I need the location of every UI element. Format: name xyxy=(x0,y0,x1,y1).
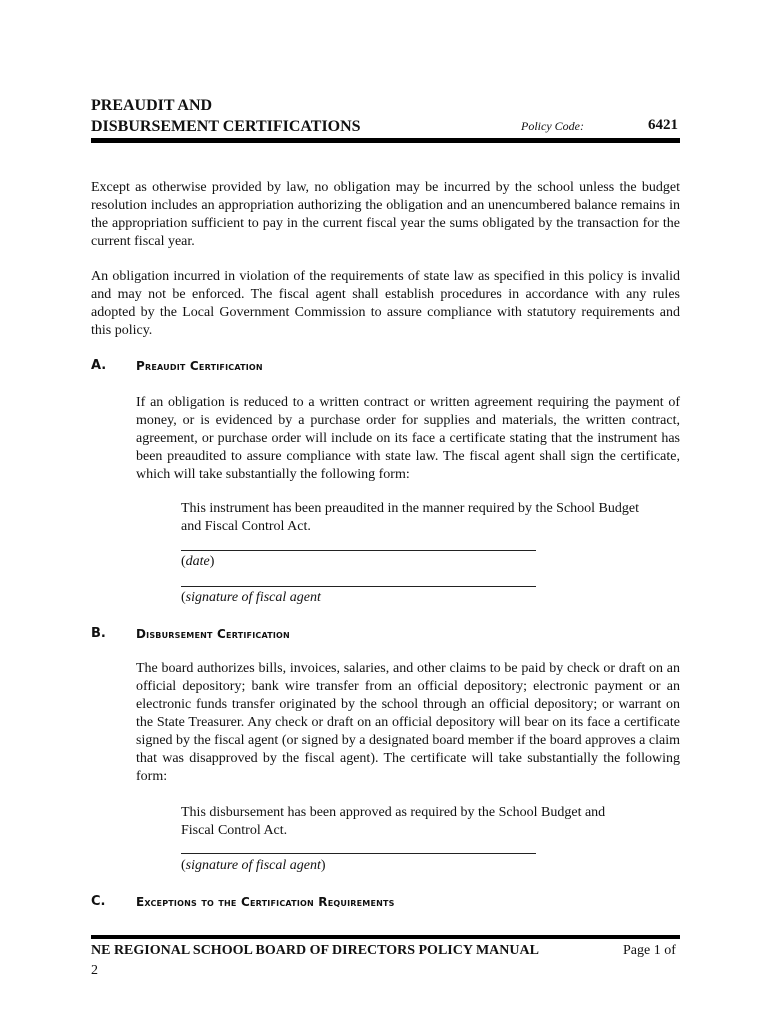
section-a-letter: A. xyxy=(91,358,107,373)
title-line-2: DISBURSEMENT CERTIFICATIONS xyxy=(91,118,361,135)
signature-label-b-close: ) xyxy=(320,858,326,873)
signature-label-b-open: ( xyxy=(181,858,186,873)
footer-divider xyxy=(91,935,680,939)
signature-label-b xyxy=(181,857,326,875)
date-label-open: ( xyxy=(181,554,186,569)
header-divider xyxy=(91,138,680,143)
signature-label-b-text: signature of fiscal agent xyxy=(185,858,321,873)
preaudit-certificate-text: This instrument has been preaudited in the manner required by the School Budget and Fiscal Control Act. xyxy=(181,501,639,534)
section-b-body: The board authorizes bills, invoices, salaries, and other claims to be paid by check or draft on an official depository; bank wire transfer from an official depository; electronic payment or an electronic funds transfer originated by the school through an official depository; or warrant on the State Treasurer. Any check or draft on an official depository will bear on its face a certificate signed by the fiscal agent (or signed by a designated board member if the board approves a claim that was disapproved by the fiscal agent). The certificate will take substantially the following form: xyxy=(136,661,680,784)
section-b-heading: Disbursement Certification xyxy=(136,627,290,641)
signature-line-b xyxy=(181,853,536,854)
intro-paragraph-1: Except as otherwise provided by law, no obligation may be incurred by the school unless the budget resolution includes an appropriation authorizing the obligation and an unencumbered balance remains in the appropriation sufficient to pay in the current fiscal year the sums obligated by the transaction for the current fiscal year. xyxy=(91,180,680,249)
policy-code-value: 6421 xyxy=(648,117,678,133)
section-c-heading: Exceptions to the Certification Requirements xyxy=(136,895,395,909)
date-line xyxy=(181,550,536,551)
footer-page-total: 2 xyxy=(91,963,98,978)
section-c-letter: C. xyxy=(91,894,106,909)
disbursement-certificate-text: This disbursement has been approved as required by the School Budget and Fiscal Control Act. xyxy=(181,805,606,838)
policy-code-label: Policy Code: xyxy=(521,119,584,133)
date-label-text: date xyxy=(185,554,210,569)
signature-label-a xyxy=(181,589,321,607)
footer-page-label: Page 1 of xyxy=(623,943,676,958)
title-line-1: PREAUDIT AND xyxy=(91,97,213,114)
intro-paragraph-2: An obligation incurred in violation of the requirements of state law as specified in this policy is invalid and may not be enforced. The fiscal agent shall establish procedures in accordance with any rules adopted by the Local Government Commission to assure compliance with statutory requirements and this policy. xyxy=(91,269,680,338)
section-b-letter: B. xyxy=(91,626,106,641)
footer-manual-title: NE REGIONAL SCHOOL BOARD OF DIRECTORS POLICY MANUAL xyxy=(91,943,539,958)
page-title xyxy=(91,95,511,137)
signature-label-a-text: signature of fiscal agent xyxy=(185,590,321,605)
section-a-heading: Preaudit Certification xyxy=(136,359,263,373)
section-a-body: If an obligation is reduced to a written contract or written agreement requiring the payment of money, or is evidenced by a purchase order for supplies and materials, the written contract, agreement, or purchase order will include on its face a certificate stating that the instrument has been preaudited to assure compliance with state law. The fiscal agent shall sign the certificate, which will take substantially the following form: xyxy=(136,395,680,482)
signature-label-a-open: ( xyxy=(181,590,186,605)
date-label-close: ) xyxy=(209,554,215,569)
signature-line-a xyxy=(181,586,536,587)
date-label xyxy=(181,553,214,571)
